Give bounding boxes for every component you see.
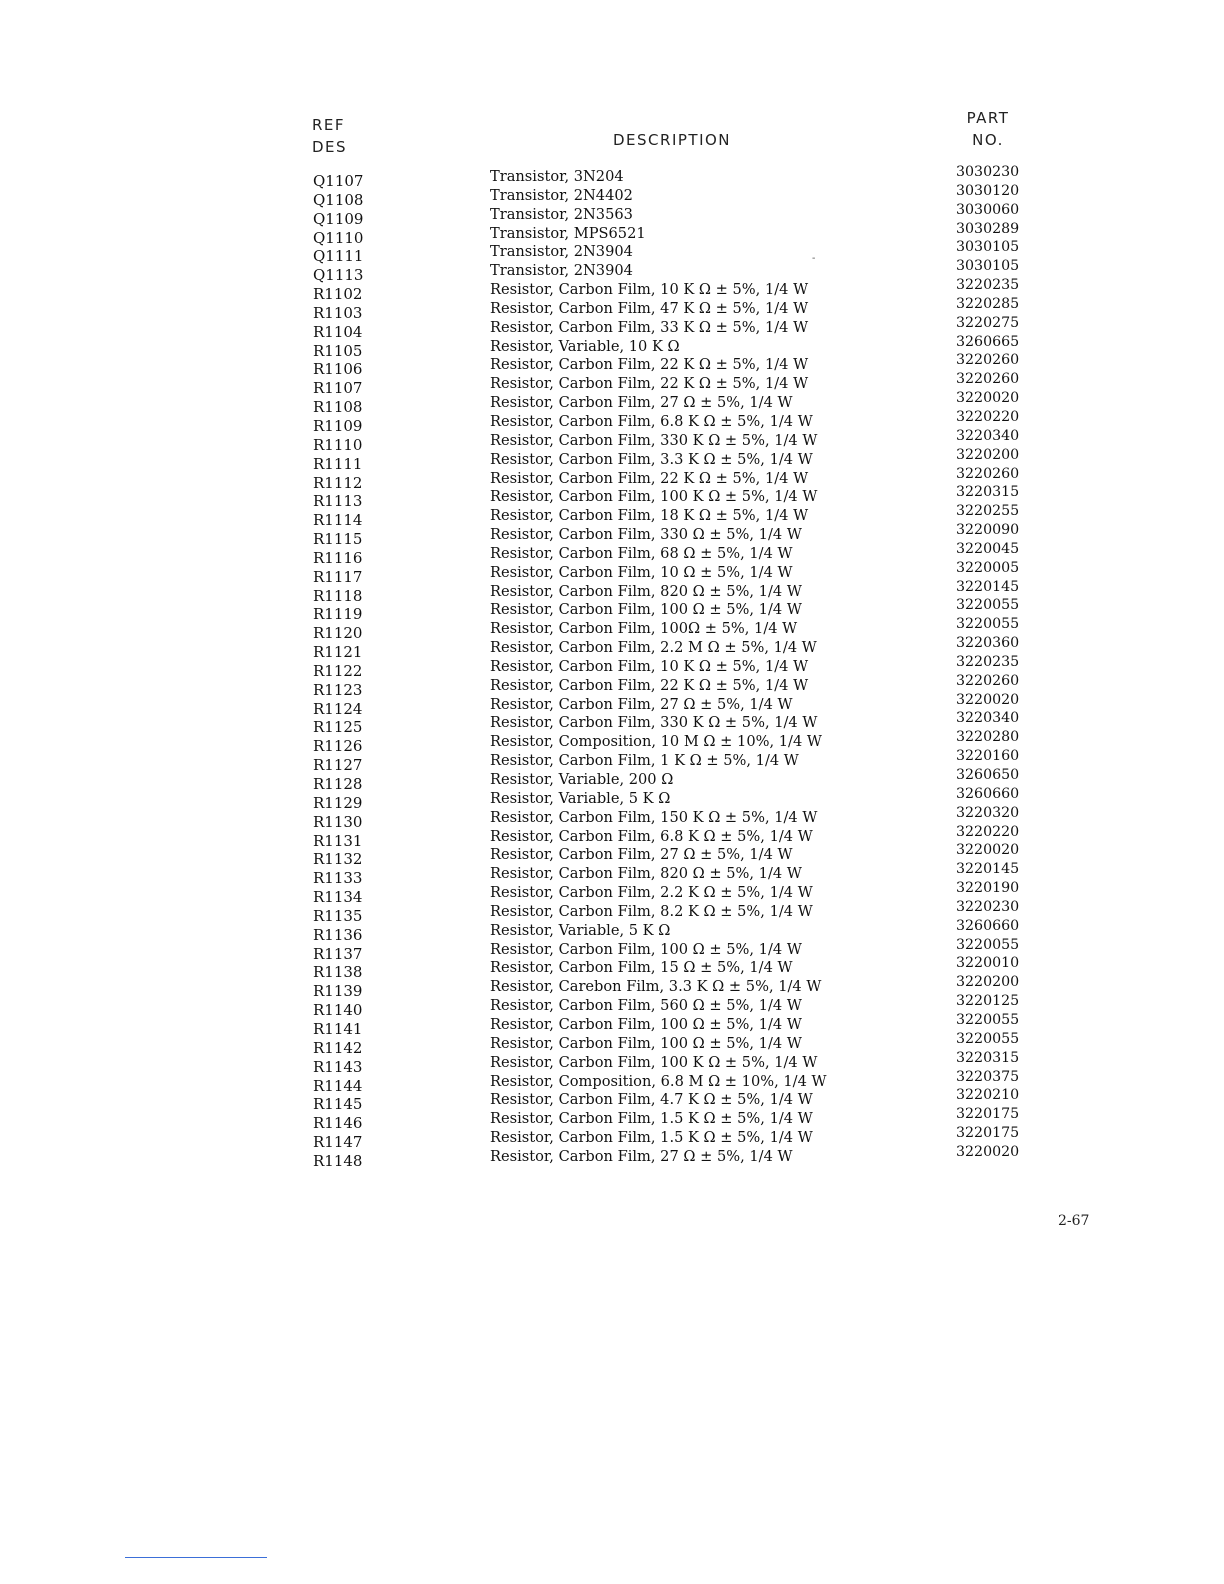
table-row [0, 295, 1224, 322]
part-no-cell: 3220010 [956, 955, 1020, 972]
description-cell: Resistor, Variable, 5 K Ω [490, 921, 671, 939]
part-no-cell: 3030060 [956, 201, 1020, 218]
description-cell: Resistor, Carbon Film, 22 K Ω ± 5%, 1/4 W [490, 469, 809, 487]
ref-des-cell: R1121 [313, 643, 363, 662]
description-cell: Resistor, Carbon Film, 1 K Ω ± 5%, 1/4 W [490, 752, 799, 770]
description-cell: Transistor, 2N3904 [490, 262, 633, 280]
part-no-cell: 3220200 [956, 446, 1020, 463]
description-cell: Resistor, Carbon Film, 2.2 M Ω ± 5%, 1/4 W [490, 639, 817, 657]
description-cell: Resistor, Composition, 6.8 M Ω ± 10%, 1/4 W [490, 1072, 827, 1090]
table-row [0, 1087, 1224, 1114]
ref-des-cell: R1131 [313, 831, 363, 850]
description-cell: Resistor, Carbon Film, 2.2 K Ω ± 5%, 1/4 W [490, 884, 813, 902]
part-no-cell: 3030120 [956, 182, 1020, 199]
no-header-line: NO. [972, 131, 1004, 149]
table-row [0, 917, 1224, 944]
table-row [0, 936, 1224, 963]
ref-des-cell: R1102 [313, 285, 363, 304]
ref-des-cell: R1128 [313, 775, 363, 793]
description-cell: Resistor, Carbon Film, 100 K Ω ± 5%, 1/4 W [490, 1053, 818, 1071]
table-row [0, 540, 1224, 567]
ref-des-cell: Q1111 [313, 247, 364, 266]
ref-des-cell: R1107 [313, 379, 363, 398]
description-cell: Resistor, Composition, 10 M Ω ± 10%, 1/4 W [490, 733, 822, 751]
description-cell: Resistor, Carbon Film, 27 Ω ± 5%, 1/4 W [490, 394, 793, 412]
part-no-cell: 3220020 [956, 390, 1020, 407]
description-cell: Resistor, Carbon Film, 22 K Ω ± 5%, 1/4 W [490, 356, 809, 374]
part-no-cell: 3220255 [956, 503, 1020, 520]
part-no-cell: 3260650 [956, 767, 1020, 783]
part-no-cell: 3220210 [956, 1087, 1020, 1104]
ref-des-cell: R1108 [313, 398, 363, 417]
ref-des-cell: R1148 [313, 1151, 363, 1170]
table-row [0, 503, 1224, 530]
part-no-cell: 3220280 [956, 729, 1020, 746]
part-no-cell: 3220175 [956, 1125, 1020, 1142]
description-cell: Resistor, Carbon Film, 820 Ω ± 5%, 1/4 W [490, 865, 802, 883]
part-no-cell: 3030230 [956, 164, 1020, 180]
table-row [0, 408, 1224, 435]
ref-des-cell: R1138 [313, 963, 363, 982]
part-no-cell: 3030289 [956, 220, 1020, 237]
table-row [0, 239, 1224, 266]
part-no-cell: 3220220 [956, 408, 1020, 425]
ref-des-cell: R1106 [313, 360, 363, 379]
part-no-cell: 3220285 [956, 295, 1020, 312]
table-row [0, 484, 1224, 511]
ref-des-cell: Q1110 [313, 228, 364, 247]
table-row [0, 427, 1224, 454]
table-row [0, 201, 1224, 228]
description-cell: Resistor, Carbon Film, 68 Ω ± 5%, 1/4 W [490, 544, 793, 562]
description-cell: Resistor, Carbon Film, 560 Ω ± 5%, 1/4 W [490, 997, 802, 1015]
ref-des-cell: R1144 [313, 1076, 363, 1095]
parts-table [0, 164, 1224, 1170]
table-row [0, 785, 1224, 812]
ref-des-cell: R1116 [313, 548, 363, 567]
ref-des-cell: R1135 [313, 906, 363, 925]
table-row [0, 1030, 1224, 1057]
ref-des-cell: R1118 [313, 586, 363, 605]
description-cell: Transistor, 2N3904 [490, 243, 633, 261]
part-no-cell: 3220055 [956, 1011, 1020, 1028]
ref-des-cell: R1140 [313, 1001, 363, 1020]
part-no-cell: 3220045 [956, 540, 1020, 557]
part-no-cell: 3220235 [956, 277, 1020, 294]
ref-des-cell: R1105 [313, 341, 363, 360]
description-cell: Resistor, Carbon Film, 4.7 K Ω ± 5%, 1/4 W [490, 1091, 813, 1109]
part-no-cell: 3220315 [956, 1049, 1020, 1066]
part-no-cell: 3220125 [956, 993, 1020, 1010]
table-row [0, 465, 1224, 492]
ref-des-cell: R1113 [313, 492, 363, 511]
table-row [0, 898, 1224, 925]
table-row [0, 955, 1224, 982]
ref-des-cell: R1119 [313, 605, 363, 624]
ref-des-cell: R1125 [313, 718, 363, 737]
ref-des-cell: R1139 [313, 982, 363, 1001]
table-row [0, 710, 1224, 737]
description-cell: Resistor, Carbon Film, 33 K Ω ± 5%, 1/4 W [490, 318, 809, 336]
description-cell: Resistor, Carbon Film, 100 Ω ± 5%, 1/4 W [490, 1015, 802, 1033]
part-no-cell: 3220275 [956, 314, 1020, 331]
table-row [0, 974, 1224, 1001]
description-cell: Resistor, Carbon Film, 6.8 K Ω ± 5%, 1/4 W [490, 827, 813, 845]
part-no-cell: 3220320 [956, 804, 1020, 821]
ref-des-cell: Q1107 [313, 172, 364, 190]
ref-des-cell: R1115 [313, 530, 363, 549]
description-cell: Resistor, Carbon Film, 10 K Ω ± 5%, 1/4 W [490, 657, 809, 675]
ref-des-cell: R1136 [313, 925, 363, 944]
part-no-cell: 3220315 [956, 484, 1020, 501]
part-no-cell: 3260665 [956, 333, 1020, 350]
description-cell: Resistor, Carbon Film, 100 K Ω ± 5%, 1/4 W [490, 488, 818, 506]
ref-des-cell: R1141 [313, 1019, 363, 1038]
ref-des-cell: Q1113 [313, 266, 364, 285]
description-cell: Resistor, Carbon Film, 1.5 K Ω ± 5%, 1/4 W [490, 1110, 813, 1128]
part-no-cell: 3220175 [956, 1106, 1020, 1123]
table-row [0, 823, 1224, 850]
table-row [0, 314, 1224, 341]
ref-des-cell: R1134 [313, 888, 363, 907]
table-row [0, 861, 1224, 888]
part-no-header [962, 107, 1014, 151]
description-cell: Transistor, MPS6521 [490, 224, 646, 242]
ref-des-cell: Q1109 [313, 209, 364, 228]
ref-des-cell: R1143 [313, 1057, 363, 1076]
description-cell: Transistor, 2N3563 [490, 205, 633, 223]
table-row [0, 767, 1224, 793]
bottom-rule [125, 1557, 267, 1558]
part-no-cell: 3220200 [956, 974, 1020, 991]
table-row [0, 597, 1224, 624]
table-row [0, 1011, 1224, 1038]
description-cell: Resistor, Carbon Film, 22 K Ω ± 5%, 1/4 W [490, 375, 809, 393]
table-row [0, 804, 1224, 831]
description-cell: Resistor, Carbon Film, 100 Ω ± 5%, 1/4 W [490, 1034, 802, 1052]
description-cell: Resistor, Carbon Film, 18 K Ω ± 5%, 1/4 W [490, 507, 809, 525]
part-no-cell: 3220340 [956, 710, 1020, 727]
des-header-line: DES [312, 138, 348, 156]
table-row [0, 333, 1224, 360]
part-no-cell: 3220055 [956, 936, 1020, 953]
ref-des-cell: R1132 [313, 850, 363, 869]
ref-des-cell: R1137 [313, 944, 363, 963]
part-no-cell: 3220005 [956, 559, 1020, 576]
description-cell: Resistor, Carbon Film, 10 K Ω ± 5%, 1/4 W [490, 281, 809, 299]
part-no-cell: 3220190 [956, 880, 1020, 897]
ref-des-cell: R1103 [313, 303, 363, 322]
ref-des-cell: R1114 [313, 511, 363, 530]
table-row [0, 371, 1224, 398]
part-no-cell: 3260660 [956, 785, 1020, 802]
description-cell: Resistor, Carbon Film, 1.5 K Ω ± 5%, 1/4 W [490, 1129, 813, 1147]
part-no-cell: 3220260 [956, 352, 1020, 369]
ref-des-cell: R1146 [313, 1114, 363, 1133]
part-no-cell: 3220340 [956, 427, 1020, 444]
ref-des-cell: R1104 [313, 322, 363, 341]
description-cell: Resistor, Carbon Film, 27 Ω ± 5%, 1/4 W [490, 846, 793, 864]
stray-mark: - [812, 253, 816, 264]
description-cell: Resistor, Carbon Film, 15 Ω ± 5%, 1/4 W [490, 959, 793, 977]
description-cell: Resistor, Carbon Film, 100Ω ± 5%, 1/4 W [490, 620, 798, 638]
description-cell: Resistor, Carbon Film, 6.8 K Ω ± 5%, 1/4 W [490, 412, 813, 430]
part-no-cell: 3220090 [956, 522, 1020, 539]
table-row [0, 1068, 1224, 1095]
table-row [0, 616, 1224, 643]
description-cell: Resistor, Carbon Film, 330 Ω ± 5%, 1/4 W [490, 526, 802, 544]
description-cell: Resistor, Carbon Film, 22 K Ω ± 5%, 1/4 W [490, 676, 809, 694]
ref-header-line: REF [312, 116, 346, 134]
description-cell: Transistor, 2N4402 [490, 186, 633, 204]
ref-des-cell: R1145 [313, 1095, 363, 1114]
ref-des-cell: Q1108 [313, 190, 364, 209]
ref-des-cell: R1127 [313, 756, 363, 775]
ref-des-cell: R1123 [313, 680, 363, 699]
description-cell: Resistor, Carbon Film, 47 K Ω ± 5%, 1/4 W [490, 299, 809, 317]
description-cell: Resistor, Carbon Film, 8.2 K Ω ± 5%, 1/4 W [490, 902, 813, 920]
part-no-cell: 3030105 [956, 239, 1020, 256]
table-row [0, 672, 1224, 699]
description-cell: Resistor, Carebon Film, 3.3 K Ω ± 5%, 1/4 W [490, 978, 822, 996]
part-header-line: PART [966, 109, 1010, 127]
description-cell: Resistor, Variable, 5 K Ω [490, 789, 671, 807]
ref-des-cell: R1130 [313, 812, 363, 831]
part-no-cell: 3220230 [956, 898, 1020, 915]
description-cell: Resistor, Carbon Film, 10 Ω ± 5%, 1/4 W [490, 563, 793, 581]
ref-des-cell: R1133 [313, 869, 363, 888]
ref-des-cell: R1120 [313, 624, 363, 643]
table-row [0, 182, 1224, 209]
description-cell: Resistor, Carbon Film, 3.3 K Ω ± 5%, 1/4 W [490, 450, 813, 468]
description-cell: Resistor, Carbon Film, 330 K Ω ± 5%, 1/4 W [490, 431, 818, 449]
description-cell: Transistor, 3N204 [490, 168, 624, 185]
description-cell: Resistor, Variable, 10 K Ω [490, 337, 680, 355]
part-no-cell: 3220055 [956, 597, 1020, 614]
ref-des-cell: R1109 [313, 416, 363, 435]
description-header: DESCRIPTION [613, 131, 732, 149]
description-cell: Resistor, Carbon Film, 330 K Ω ± 5%, 1/4 W [490, 714, 818, 732]
table-row [0, 842, 1224, 869]
table-row [0, 1106, 1224, 1133]
ref-des-cell: R1147 [313, 1133, 363, 1152]
table-row [0, 691, 1224, 718]
table-row [0, 164, 1224, 190]
table-row [0, 446, 1224, 473]
description-cell: Resistor, Carbon Film, 820 Ω ± 5%, 1/4 W [490, 582, 802, 600]
part-no-cell: 3220260 [956, 465, 1020, 482]
table-row [0, 653, 1224, 680]
description-cell: Resistor, Carbon Film, 100 Ω ± 5%, 1/4 W [490, 940, 802, 958]
part-no-cell: 3220160 [956, 748, 1020, 765]
ref-des-header [312, 114, 347, 158]
part-no-cell: 3030105 [956, 258, 1020, 275]
description-cell: Resistor, Carbon Film, 150 K Ω ± 5%, 1/4 W [490, 808, 818, 826]
ref-des-cell: R1122 [313, 661, 363, 680]
description-cell: Resistor, Carbon Film, 27 Ω ± 5%, 1/4 W [490, 1147, 793, 1165]
ref-des-cell: R1142 [313, 1038, 363, 1057]
page-number: 2-67 [1058, 1213, 1090, 1229]
part-no-cell: 3220235 [956, 653, 1020, 670]
description-cell: Resistor, Carbon Film, 100 Ω ± 5%, 1/4 W [490, 601, 802, 619]
part-no-cell: 3260660 [956, 917, 1020, 934]
part-no-cell: 3220145 [956, 861, 1020, 878]
ref-des-cell: R1117 [313, 567, 363, 586]
table-row [0, 1049, 1224, 1076]
part-no-cell: 3220360 [956, 635, 1020, 652]
description-cell: Resistor, Carbon Film, 27 Ω ± 5%, 1/4 W [490, 695, 793, 713]
part-no-cell: 3220260 [956, 371, 1020, 388]
ref-des-cell: R1110 [313, 435, 363, 454]
table-row [0, 729, 1224, 756]
description-cell: Resistor, Variable, 200 Ω [490, 771, 674, 788]
ref-des-cell: R1111 [313, 454, 363, 473]
table-row [0, 258, 1224, 285]
part-no-cell: 3220145 [956, 578, 1020, 595]
ref-des-cell: R1129 [313, 793, 363, 812]
part-no-cell: 3220375 [956, 1068, 1020, 1085]
part-no-cell: 3220020 [956, 1143, 1020, 1160]
table-row [0, 220, 1224, 247]
ref-des-cell: R1126 [313, 737, 363, 756]
ref-des-cell: R1124 [313, 699, 363, 718]
part-no-cell: 3220020 [956, 842, 1020, 859]
part-no-cell: 3220220 [956, 823, 1020, 840]
ref-des-cell: R1112 [313, 473, 363, 492]
table-row [0, 1143, 1224, 1170]
table-row [0, 578, 1224, 605]
part-no-cell: 3220260 [956, 672, 1020, 689]
part-no-cell: 3220020 [956, 691, 1020, 708]
table-row [0, 559, 1224, 586]
table-row [0, 352, 1224, 379]
part-no-cell: 3220055 [956, 1030, 1020, 1047]
part-no-cell: 3220055 [956, 616, 1020, 633]
